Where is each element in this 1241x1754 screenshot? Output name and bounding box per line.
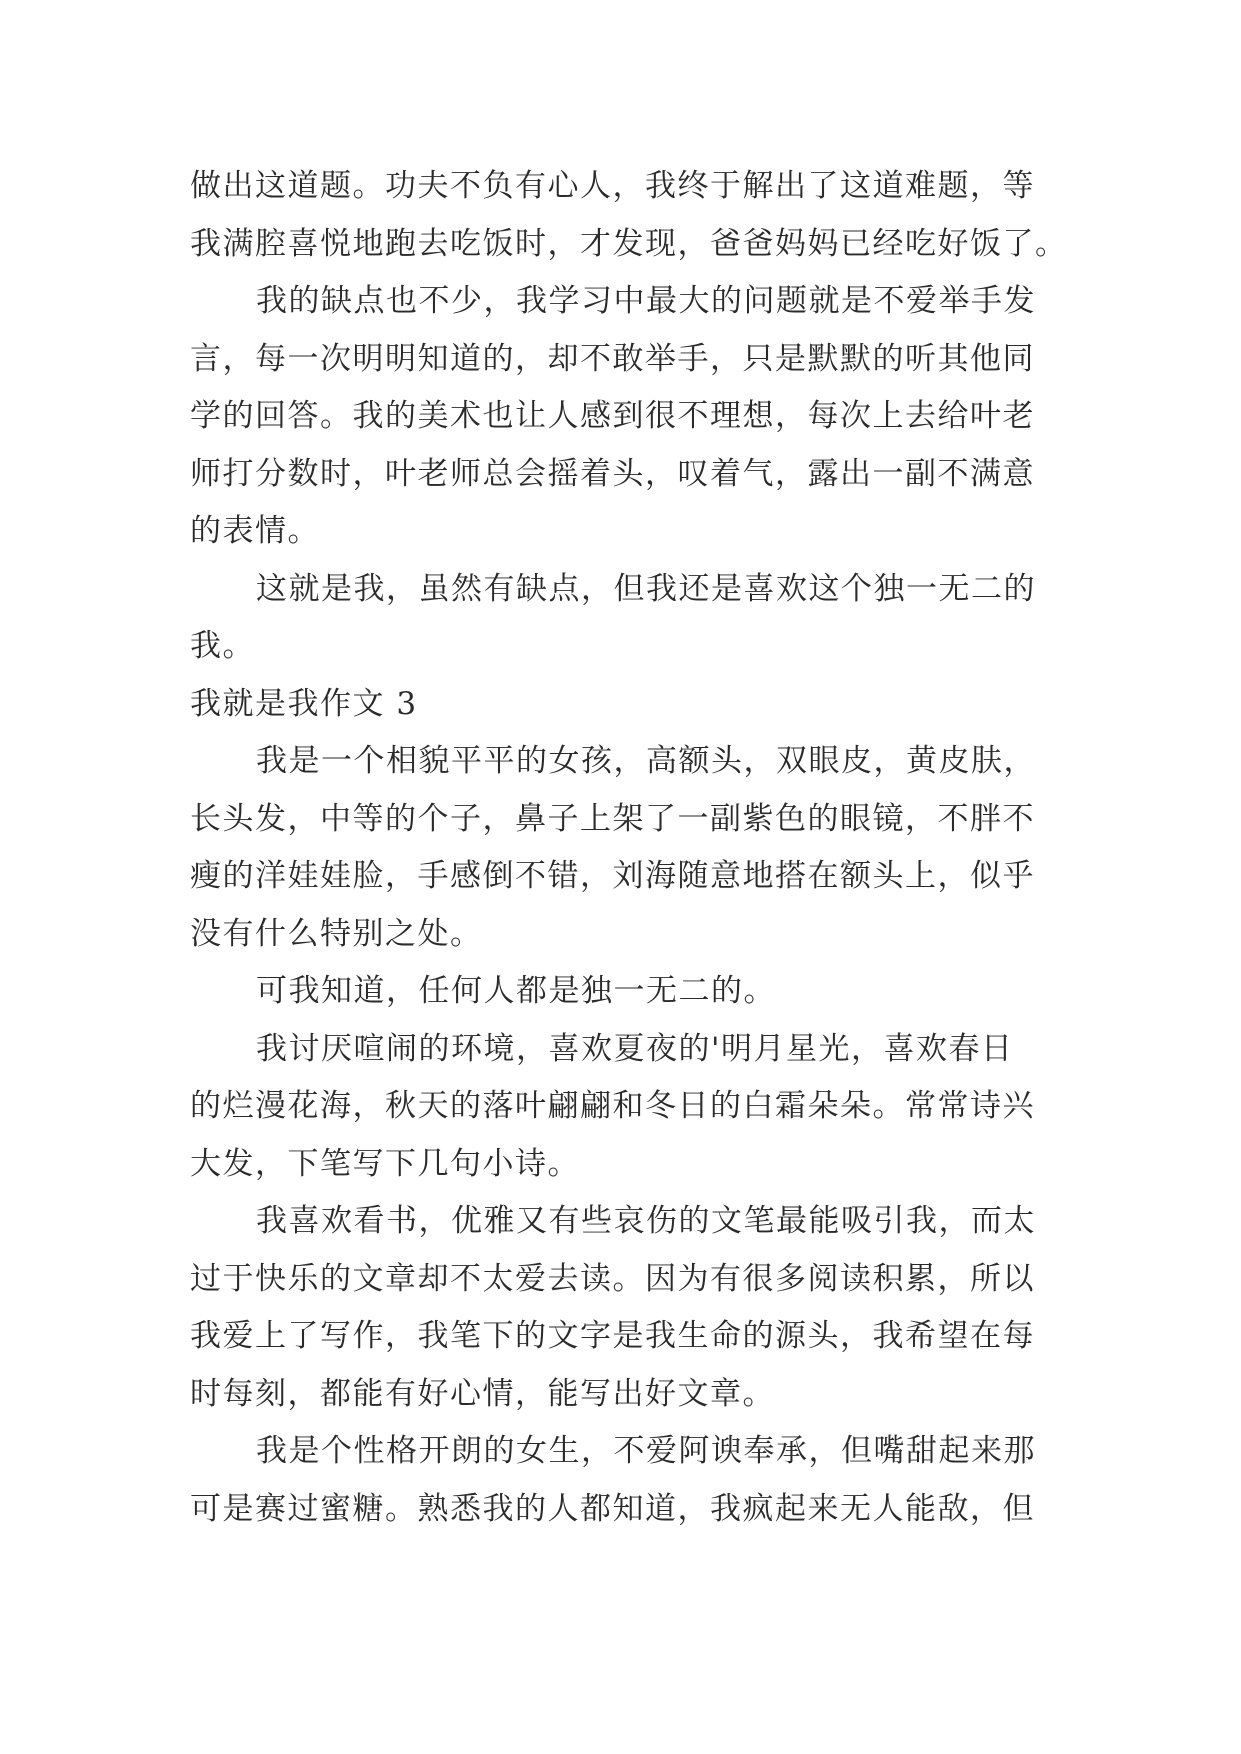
text-line: 长头发，中等的个子，鼻子上架了一副紫色的眼镜，不胖不	[190, 800, 1035, 837]
text-line: 的表情。	[190, 513, 320, 549]
text-line: 过于快乐的文章却不太爱去读。因为有很多阅读积累，所以	[190, 1260, 1035, 1297]
text-line: 的烂漫花海，秋天的落叶翩翩和冬日的白霜朵朵。常常诗兴	[190, 1088, 1035, 1124]
text-line: 我满腔喜悦地跑去吃饭时，才发现，爸爸妈妈已经吃好饭了。	[190, 225, 1068, 262]
text-line: 学的回答。我的美术也让人感到很不理想，每次上去给叶老	[190, 398, 1035, 434]
text-line: 可是赛过蜜糖。熟悉我的人都知道，我疯起来无人能敌，但	[190, 1490, 1035, 1527]
text-line: 我。	[190, 628, 255, 664]
text-line: 我是一个相貌平平的女孩，高额头，双眼皮，黄皮肤，	[256, 743, 1036, 779]
text-line: 没有什么特别之处。	[190, 915, 483, 952]
text-line: 这就是我，虽然有缺点，但我还是喜欢这个独一无二的	[256, 570, 1036, 607]
text-line: 我的缺点也不少，我学习中最大的问题就是不爱举手发	[256, 283, 1036, 319]
text-line: 我是个性格开朗的女生，不爱阿谀奉承，但嘴甜起来那	[256, 1433, 1036, 1469]
text-line: 可我知道，任何人都是独一无二的。	[256, 973, 776, 1009]
text-line: 言，每一次明明知道的，却不敢举手，只是默默的听其他同	[190, 340, 1035, 377]
text-line: 做出这道题。功夫不负有心人，我终于解出了这道难题，等	[190, 168, 1035, 204]
text-line: 我就是我作文 3	[190, 685, 418, 722]
text-line: 瘦的洋娃娃脸，手感倒不错，刘海随意地搭在额头上，似乎	[190, 858, 1035, 894]
text-line: 我爱上了写作，我笔下的文字是我生命的源头，我希望在每	[190, 1318, 1035, 1354]
document-body	[190, 158, 1068, 1538]
text-line: 时每刻，都能有好心情，能写出好文章。	[190, 1375, 775, 1412]
text-line: 我讨厌喧闹的环境，喜欢夏夜的'明月星光，喜欢春日	[256, 1030, 1014, 1067]
text-line: 师打分数时，叶老师总会摇着头，叹着气，露出一副不满意	[190, 455, 1035, 492]
text-line: 大发，下笔写下几句小诗。	[190, 1145, 580, 1182]
text-line: 我喜欢看书，优雅又有些哀伤的文笔最能吸引我，而太	[256, 1203, 1036, 1239]
